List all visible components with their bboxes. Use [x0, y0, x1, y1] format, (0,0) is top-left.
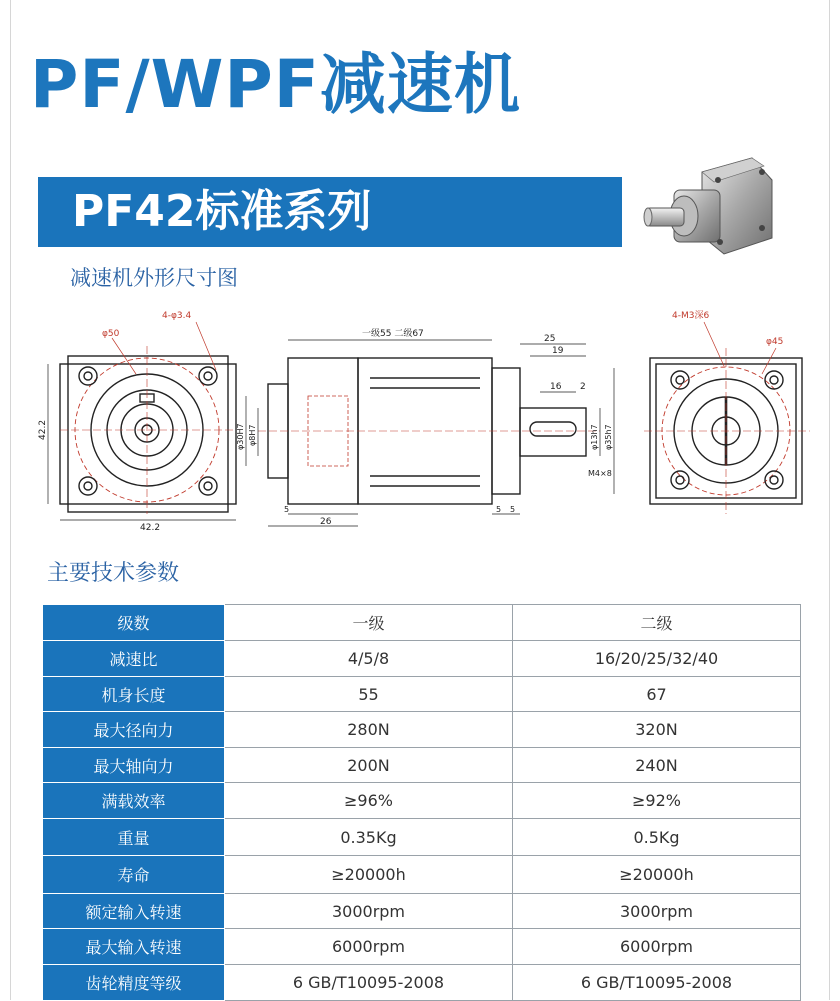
row-label: 重量 [43, 819, 225, 856]
front-side-v-label: 42.2 [38, 419, 48, 440]
series-title: PF42标准系列 [72, 186, 372, 237]
row-value-stage2: ≥92% [513, 783, 801, 819]
frame-line-right [829, 0, 830, 1000]
row-value-stage2: 6000rpm [513, 929, 801, 965]
table-row [43, 929, 801, 965]
table-row [43, 856, 801, 894]
rear-dia-label: φ45 [766, 337, 784, 347]
row-label: 寿命 [43, 856, 225, 894]
row-label: 齿轮精度等级 [43, 965, 225, 1001]
front-holes-label: 4-φ3.4 [162, 311, 192, 321]
header-col1-cell: 一级 [225, 605, 513, 641]
row-value-stage1: ≥20000h [225, 856, 513, 894]
row-value-stage2: 16/20/25/32/40 [513, 641, 801, 677]
table-row [43, 677, 801, 712]
frame-line-left [10, 0, 11, 1000]
row-value-stage1: 55 [225, 677, 513, 712]
row-value-stage2: 3000rpm [513, 894, 801, 929]
row-value-stage1: 3000rpm [225, 894, 513, 929]
side-d30-label: φ30H7 [236, 423, 245, 450]
row-value-stage1: ≥96% [225, 783, 513, 819]
row-value-stage1: 4/5/8 [225, 641, 513, 677]
side-d5b-label: 5 [496, 505, 502, 514]
table-row [43, 819, 801, 856]
row-label: 额定输入转速 [43, 894, 225, 929]
dimension-drawings [40, 300, 820, 540]
row-value-stage1: 6000rpm [225, 929, 513, 965]
row-value-stage1: 200N [225, 748, 513, 783]
row-value-stage1: 6 GB/T10095-2008 [225, 965, 513, 1001]
side-d19-label: 19 [552, 346, 564, 356]
header-label-cell: 级数 [43, 605, 225, 641]
side-m4-label: M4×8 [588, 469, 612, 478]
side-d16-label: 16 [550, 382, 562, 392]
table-row [43, 965, 801, 1001]
product-photo [640, 150, 780, 270]
front-side-h-label: 42.2 [140, 523, 161, 533]
side-d5c-label: 5 [510, 505, 516, 514]
row-label: 减速比 [43, 641, 225, 677]
row-label: 满载效率 [43, 783, 225, 819]
row-value-stage2: ≥20000h [513, 856, 801, 894]
side-d13-label: φ13h7 [590, 424, 599, 450]
table-row [43, 783, 801, 819]
row-label: 最大径向力 [43, 712, 225, 748]
front-dia-label: φ50 [102, 329, 120, 339]
params-heading: 主要技术参数 [47, 561, 180, 586]
table-row [43, 641, 801, 677]
row-value-stage1: 0.35Kg [225, 819, 513, 856]
rear-view [644, 322, 810, 514]
row-value-stage2: 320N [513, 712, 801, 748]
side-d25-label: 25 [544, 334, 556, 344]
side-length-label: 一级55 二级67 [362, 329, 424, 339]
front-view [48, 322, 236, 520]
row-value-stage2: 6 GB/T10095-2008 [513, 965, 801, 1001]
row-value-stage1: 280N [225, 712, 513, 748]
side-d8-label: φ8H7 [248, 424, 257, 446]
drawing-heading: 减速机外形尺寸图 [70, 266, 238, 290]
table-header-row [43, 605, 801, 641]
row-label: 机身长度 [43, 677, 225, 712]
header-col2-cell: 二级 [513, 605, 801, 641]
side-d35-label: φ35h7 [604, 424, 613, 450]
row-value-stage2: 0.5Kg [513, 819, 801, 856]
table-row [43, 894, 801, 929]
table-row [43, 748, 801, 783]
row-label: 最大轴向力 [43, 748, 225, 783]
side-d5a-label: 5 [284, 505, 290, 514]
side-view [246, 340, 614, 526]
spec-table [42, 604, 801, 1001]
rear-holes-label: 4-M3深6 [672, 311, 710, 321]
page-title: PF/WPF减速机 [30, 46, 521, 123]
row-value-stage2: 240N [513, 748, 801, 783]
side-d2-label: 2 [580, 382, 586, 392]
side-d26-label: 26 [320, 517, 332, 527]
table-row [43, 712, 801, 748]
row-value-stage2: 67 [513, 677, 801, 712]
row-label: 最大输入转速 [43, 929, 225, 965]
